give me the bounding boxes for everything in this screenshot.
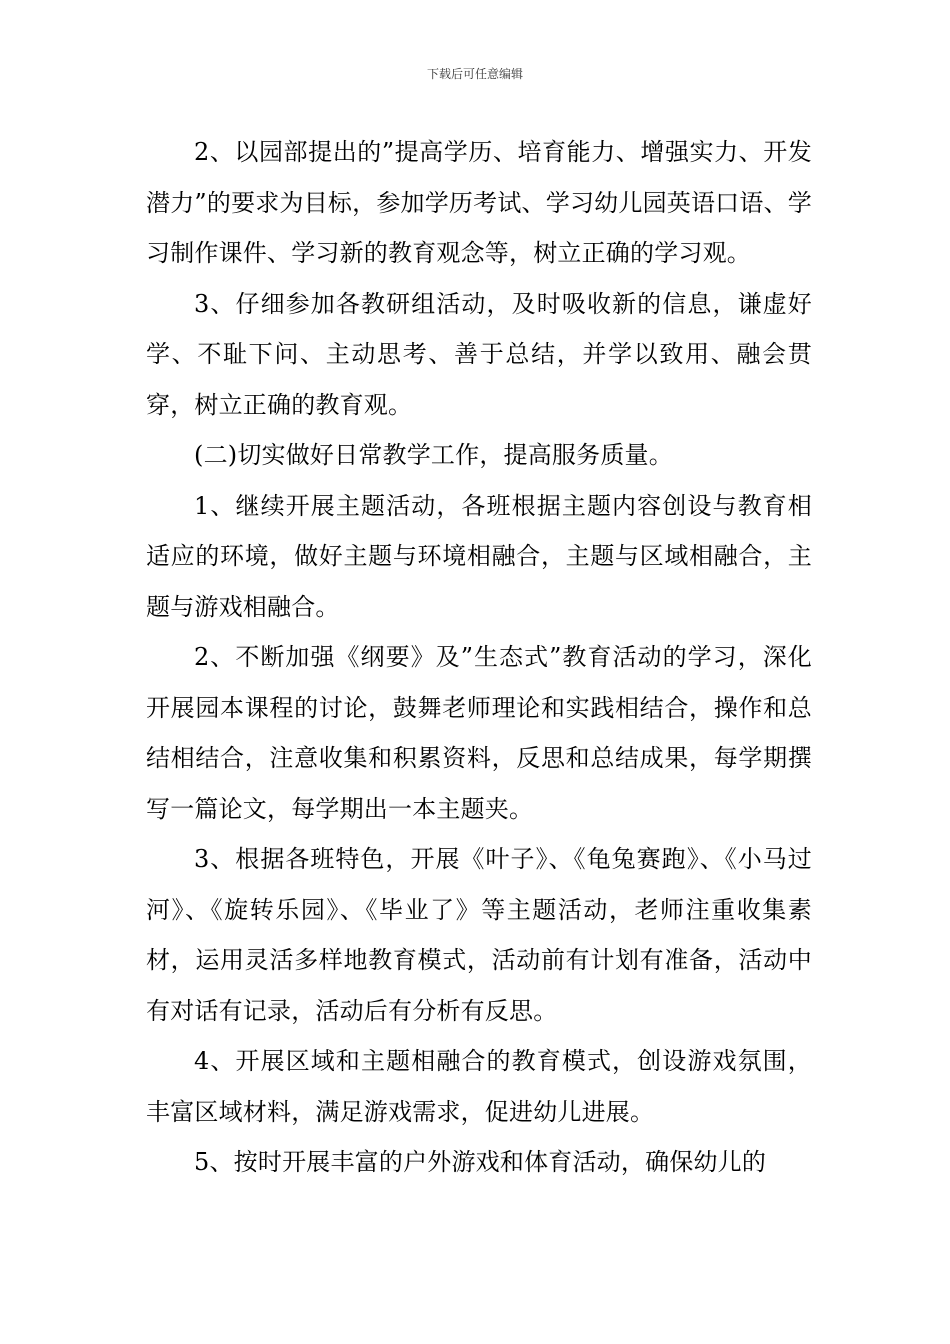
- paragraph-education-goals: 2、以园部提出的”提高学历、培育能力、增强实力、开发潜力”的要求为目标，参加学历考试、学习幼儿园英语口语、学习制作课件、学习新的教育观念等，树立正确的学习观。: [146, 138, 812, 267]
- document-body: [146, 127, 812, 1188]
- paragraph-theme-activities: 1、继续开展主题活动，各班根据主题内容创设与教育相适应的环境，做好主题与环境相融合，主题与区域相融合，主题与游戏相融合。: [146, 491, 812, 621]
- paragraph-teaching-research: 3、仔细参加各教研组活动，及时吸收新的信息，谦虚好学、不耻下问、主动思考、善于总结，并学以致用、融会贯穿，树立正确的教育观。: [146, 289, 812, 419]
- page-header: 下载后可任意编辑: [426, 67, 523, 81]
- paragraph-class-features: 3、根据各班特色，开展《叶子》、《龟兔赛跑》、《小马过河》、《旋转乐园》、《毕业了》等主题活动，老师注重收集素材，运用灵活多样地教育模式，活动前有计划有准备，活动中有对话有记录，活动后有分析有反思。: [146, 845, 812, 1025]
- paragraph-area-integration: 4、开展区域和主题相融合的教育模式，创设游戏氛围，丰富区域材料，满足游戏需求，促进幼儿进展。: [146, 1047, 812, 1126]
- paragraph-outline-study: 2、不断加强《纲要》及”生态式”教育活动的学习，深化开展园本课程的讨论，鼓舞老师理论和实践相结合，操作和总结相结合，注意收集和积累资料，反思和总结成果，每学期撰写一篇论文，每学期出一本主题夹。: [146, 643, 812, 823]
- section-heading-daily-teaching: (二)切实做好日常教学工作，提高服务质量。: [194, 441, 673, 469]
- paragraph-outdoor-games: 5、按时开展丰富的户外游戏和体育活动，确保幼儿的: [194, 1148, 767, 1176]
